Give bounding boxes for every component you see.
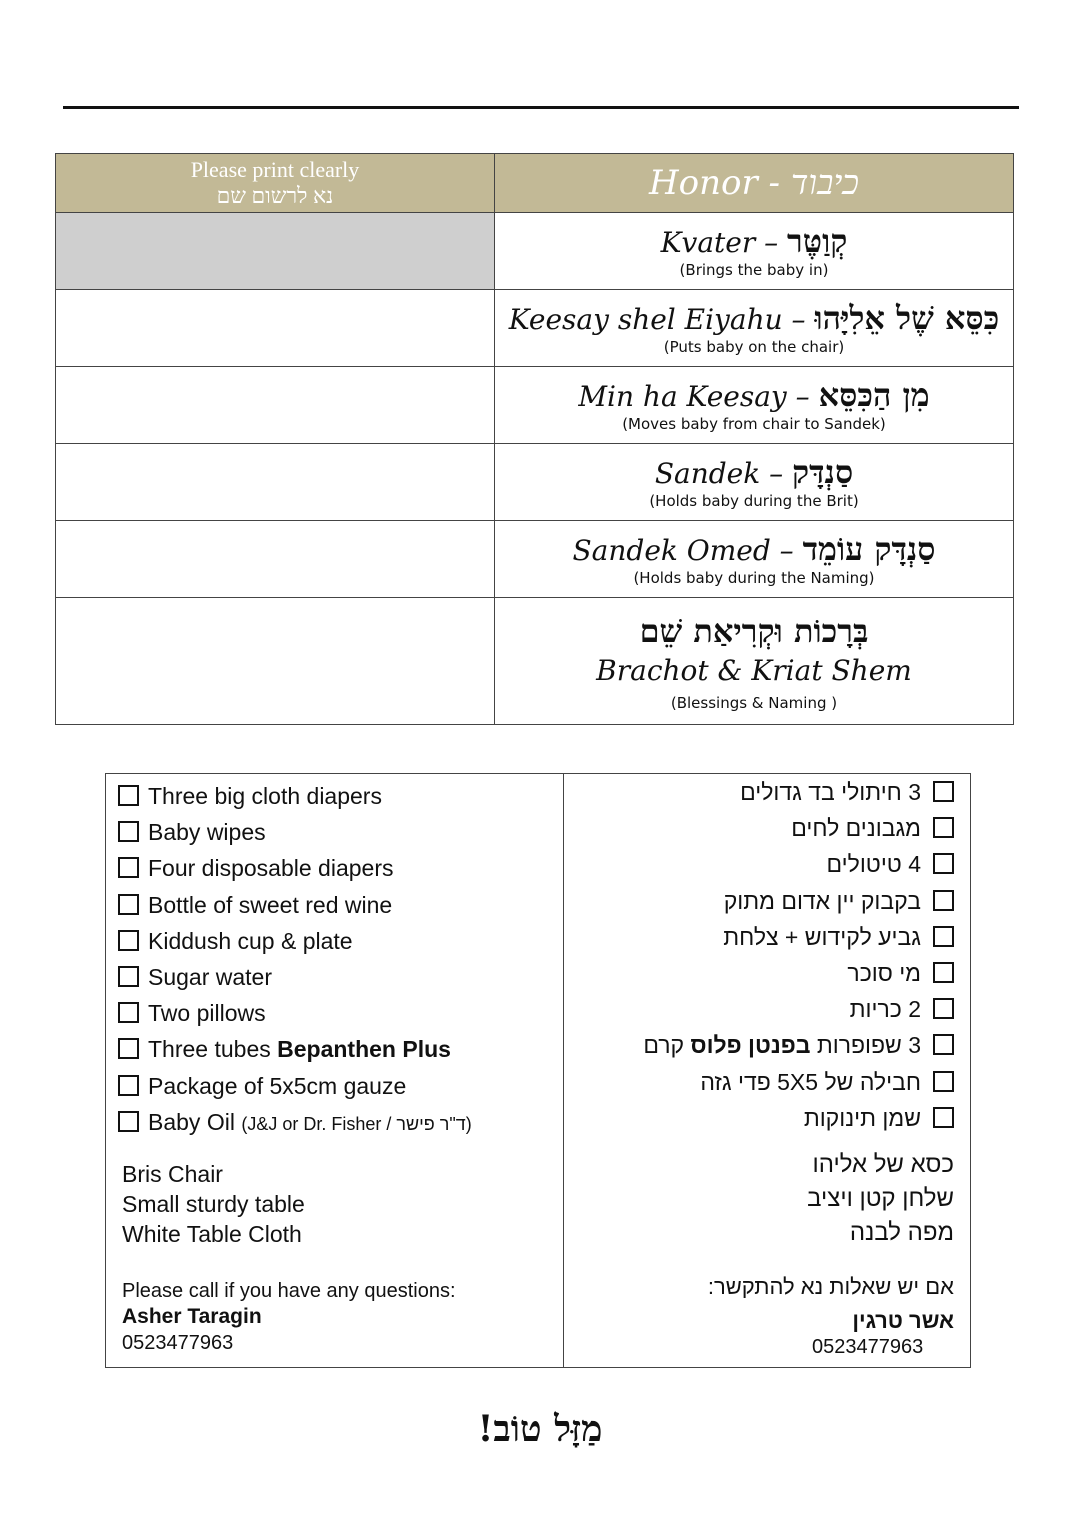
supply-item: שלחן קטן ויציב [807,1185,954,1212]
contact-phone[interactable]: 0523477963 [812,1336,924,1358]
checklist-english [118,778,558,1140]
honor-hebrew-title: בְּרָכוֹת וּקְרִיאַת שֵׁם [639,612,869,650]
checkbox-icon[interactable] [118,1111,139,1132]
honor-row-sandek-omed [56,521,1014,598]
supply-item: Small sturdy table [122,1191,305,1217]
checkbox-icon[interactable] [118,785,139,806]
contact-prompt: Please call if you have any questions: [122,1280,456,1302]
supplies-english [122,1159,305,1249]
honor-cell [495,367,1014,444]
checkbox-icon[interactable] [933,1071,954,1092]
contact-hebrew [708,1270,954,1338]
checkbox-icon[interactable] [118,966,139,987]
checkbox-icon[interactable] [118,821,139,842]
honor-row-keesay [56,290,1014,367]
checklist-hebrew [534,774,954,1136]
honor-cell [495,521,1014,598]
checkbox-icon[interactable] [118,857,139,878]
print-clearly-header [56,154,495,213]
checkbox-icon[interactable] [933,1034,954,1055]
name-cell[interactable] [56,521,495,598]
checklist-item: מי סוכר [534,955,954,991]
checkbox-icon[interactable] [933,853,954,874]
checklist-item: Three tubes Bepanthen Plus [118,1031,558,1067]
honor-description: (Holds baby during the Naming) [633,569,875,587]
honor-title: Keesay shel Eiyahu – כִּסֵּא שֶׁל אֵלִיָּהוּ [508,299,1000,337]
checkbox-icon[interactable] [118,1038,139,1059]
supply-item: Bris Chair [122,1161,223,1187]
honor-title: Sandek Omed – סַנְדָּק עוֹמֵד [572,530,936,568]
checklist-item: מגבונים לחים [534,810,954,846]
checkbox-icon[interactable] [118,894,139,915]
checklist-item: 4 טיטולים [534,846,954,882]
honor-row-kvater [56,213,1014,290]
checkbox-icon[interactable] [933,998,954,1019]
checklist-item: 3 חיתולי בד גדולים [534,774,954,810]
name-cell[interactable] [56,213,495,290]
print-clearly-label: Please print clearly [190,157,360,182]
name-cell[interactable] [56,290,495,367]
checklist-item: Baby Oil (J&J or Dr. Fisher / ד"ר פישר) [118,1104,558,1140]
table-header-row [56,154,1014,213]
honor-row-min-ha-keesay [56,367,1014,444]
supply-item: כסא של אליהו [812,1151,954,1178]
mazal-tov-footer: מַזָּל טוֹב! [477,1408,603,1450]
checkbox-icon[interactable] [933,890,954,911]
checklist-item: חבילה של 5X5 פדי גזה [534,1064,954,1100]
checkbox-icon[interactable] [118,1075,139,1096]
checklist-item: בקבוק יין אדום מתוק [534,883,954,919]
checklist-item: Two pillows [118,995,558,1031]
name-cell[interactable] [56,367,495,444]
checkbox-icon[interactable] [933,926,954,947]
checklist-item: 2 כריות [534,991,954,1027]
contact-name: אשר טרגין [852,1308,954,1333]
honor-row-brachot [56,598,1014,725]
honor-description: (Blessings & Naming ) [670,694,838,712]
supply-item: מפה לבנה [849,1219,954,1246]
checklist-item: Kiddush cup & plate [118,923,558,959]
contact-english [122,1278,456,1356]
checkbox-icon[interactable] [933,962,954,983]
checkbox-icon[interactable] [933,1107,954,1128]
checklist-item: שמן תינוקות [534,1100,954,1136]
honor-header: Honor - כיבוד [495,154,1014,213]
checkbox-icon[interactable] [118,930,139,951]
honor-description: (Brings the baby in) [679,261,829,279]
honor-description: (Holds baby during the Brit) [649,492,859,510]
honor-title: Sandek – סַנְדָּק [654,453,854,491]
honor-english-title: Brachot & Kriat Shem [596,654,912,687]
checklist-item: Four disposable diapers [118,850,558,886]
honor-cell [495,444,1014,521]
honor-cell [495,213,1014,290]
checkbox-icon[interactable] [118,1002,139,1023]
checklist-item: Three big cloth diapers [118,778,558,814]
checklist-item: גביע לקידוש + צלחת [534,919,954,955]
checklist-item: Package of 5x5cm gauze [118,1068,558,1104]
checklist-box [105,773,971,1368]
checklist-item: Sugar water [118,959,558,995]
checklist-item: Baby wipes [118,814,558,850]
supply-item: White Table Cloth [122,1221,302,1247]
name-cell[interactable] [56,598,495,725]
contact-prompt: אם יש שאלות נא להתקשר: [707,1274,954,1299]
checkbox-icon[interactable] [933,781,954,802]
print-clearly-hebrew: נא לרשום שם [216,183,334,208]
honor-description: (Moves baby from chair to Sandek) [622,415,886,433]
top-rule [63,106,1019,109]
checkbox-icon[interactable] [933,817,954,838]
checklist-item: Bottle of sweet red wine [118,887,558,923]
honor-title: Min ha Keesay – מִן הַכִּסֵּא [578,376,930,414]
honor-cell [495,598,1014,725]
honor-title: Kvater – קְוַטֶּר [660,222,848,260]
honor-cell [495,290,1014,367]
supplies-hebrew [807,1148,954,1250]
checklist-item: 3 שפופרות בפנטן פלוס קרם [534,1027,954,1063]
name-cell[interactable] [56,444,495,521]
honor-description: (Puts baby on the chair) [663,338,845,356]
contact-phone[interactable]: 0523477963 [122,1332,234,1354]
honors-table [55,153,1014,725]
honor-row-sandek [56,444,1014,521]
contact-name: Asher Taragin [122,1305,262,1328]
